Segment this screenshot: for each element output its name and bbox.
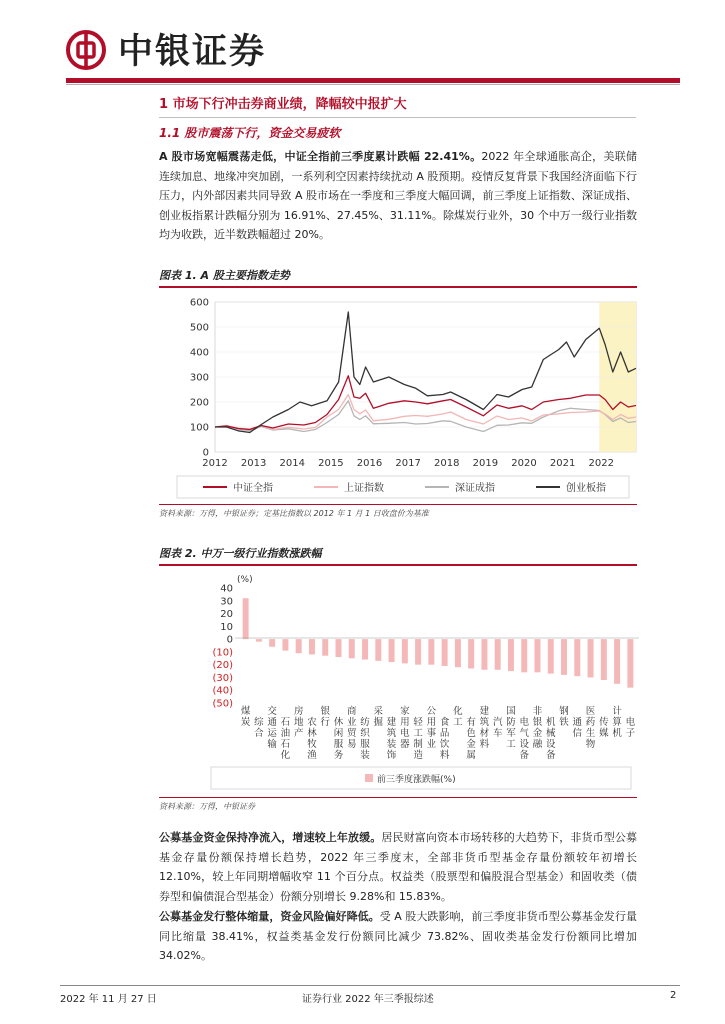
bar — [362, 639, 368, 659]
paragraph-fund-issuance-lead: 公募基金发行整体缩量，资金风险偏好降低。 — [159, 910, 380, 923]
figure1-source: 资料来源：万得，中银证券；定基比指数以 2012 年 1 月 1 日收盘价为基准 — [159, 509, 429, 518]
figure1-source-rule — [159, 504, 637, 505]
bar — [336, 639, 342, 657]
bar — [601, 639, 607, 680]
x-tick-label: 2015 — [318, 458, 344, 469]
category-label: 通信 — [572, 717, 583, 739]
bar — [309, 639, 315, 654]
x-tick-label: 2021 — [549, 458, 576, 469]
section-heading: 1 市场下行冲击券商业绩，降幅较中报扩大 — [159, 97, 407, 112]
subsection-heading: 1.1 股市震荡下行，资金交易疲软 — [159, 126, 341, 140]
category-label: 纺织服装 — [360, 717, 370, 761]
category-label: 综合 — [254, 717, 264, 739]
category-label: 电子 — [625, 717, 636, 739]
category-label: 传媒 — [599, 717, 609, 739]
bar — [535, 639, 541, 672]
bar — [322, 639, 328, 656]
legend-label: 中证全指 — [233, 483, 273, 494]
footer-report-title: 证券行业 2022 年三季报综述 — [302, 994, 434, 1005]
page-number: 2 — [670, 990, 677, 1001]
category-label: 计算机 — [612, 706, 622, 739]
figure2-title: 图表 2. 中万一级行业指数涨跌幅 — [159, 547, 322, 560]
bar — [508, 639, 514, 671]
y-tick-label: (10) — [212, 647, 233, 659]
legend-label: 上证指数 — [344, 483, 384, 494]
brand-name: 中银证券 — [118, 31, 267, 72]
bar — [256, 639, 262, 642]
paragraph-fund-inflow — [159, 828, 637, 906]
category-label: 采掘 — [373, 706, 384, 728]
paragraph-fund-inflow-lead: 公募基金资金保持净流入，增速较上年放缓。 — [159, 831, 382, 844]
figure1-title: 图表 1. A 股主要指数走势 — [159, 269, 290, 282]
legend-label: 前三季度涨跌幅(%) — [377, 775, 456, 785]
paragraph-market-lead: A 股市场宽幅震荡走低，中证全指前三季度累计跌幅 22.41%。 — [159, 150, 482, 163]
y-tick-label: 40 — [220, 583, 233, 595]
x-tick-label: 2014 — [279, 458, 305, 469]
bar — [481, 639, 487, 670]
paragraph-fund-inflow-body: 居民财富向资本市场转移的大趋势下，非货币型公募基金存量份额保持增长趋势，2022 年三季度末，全部非货币型基金存量份额较年初增长 12.10%，较上年同期增幅收窄 11 个百分点。权益类（股票型和偏股混合型基金）和固收类（债券型和偏债混合型基金）份额分别增长 9.28%和 15.83%。 — [159, 831, 638, 903]
bar — [614, 639, 620, 684]
category-label: 休闲服务 — [333, 717, 344, 761]
page-header — [0, 0, 725, 90]
bar — [627, 639, 633, 688]
category-label: 商业贸易 — [347, 706, 357, 750]
y-tick-label: 0 — [226, 634, 233, 646]
bank-of-china-logo-icon — [66, 30, 106, 70]
category-label: 钢铁 — [559, 706, 569, 728]
footer-date: 2022 年 11 月 27 日 — [60, 994, 157, 1005]
paragraph-market-body: 2022 年全球通胀高企，美联储连续加息、地缘冲突加剧，一系列利空因素持续扰动 A 股预期。疫情反复背景下我国经济面临下行压力，内外部因素共同导致 A 股市场在一季度和三季度大幅回调，前三季度上证指数、深证成指、创业板指累计跌幅分别为 16.91%、27.45%、31.11%。除煤炭行业外，30 个中万一级行业指数均为收跌，近半数跌幅超过 20%。 — [159, 150, 637, 241]
category-label: 农林牧渔 — [307, 717, 317, 761]
category-label: 银行 — [320, 706, 330, 728]
y-tick-label: (50) — [212, 698, 233, 710]
category-label: 建筑装饰 — [386, 717, 397, 761]
x-tick-label: 2013 — [240, 458, 267, 469]
legend-swatch — [365, 774, 373, 782]
bar — [428, 639, 434, 665]
bar — [415, 639, 421, 665]
y-tick-label: 100 — [189, 422, 209, 434]
y-tick-label: 500 — [189, 322, 209, 334]
bar — [243, 598, 249, 639]
bar — [588, 639, 594, 677]
figure1-title-rule — [159, 286, 637, 288]
y-tick-label: 10 — [220, 621, 233, 633]
y-tick-label: 600 — [189, 297, 209, 309]
category-label: 国防军工 — [506, 706, 516, 750]
category-label: 建筑材料 — [479, 706, 490, 750]
y-tick-label: 400 — [189, 347, 209, 359]
bar — [548, 639, 554, 674]
x-tick-label: 2020 — [511, 458, 537, 469]
bar — [495, 639, 501, 670]
x-tick-label: 2022 — [588, 458, 614, 469]
bar — [561, 639, 567, 675]
header-grey-rule — [66, 84, 680, 85]
y-tick-label: 30 — [220, 596, 233, 608]
header-red-rule — [66, 78, 680, 83]
bar — [574, 639, 580, 676]
y-tick-label: 300 — [189, 372, 209, 384]
y-tick-label: (40) — [212, 685, 233, 697]
bar — [468, 639, 474, 668]
bar — [389, 639, 395, 662]
category-label: 轻工制造 — [413, 717, 423, 761]
series-line-0 — [215, 376, 636, 430]
x-tick-label: 2018 — [434, 458, 460, 469]
bar — [521, 639, 527, 672]
paragraph-fund-issuance-body: 受 A 股大跌影响，前三季度非货币型公募基金发行量同比缩量 38.41%，权益类基金发行份额同比减少 73.82%、固收类基金发行份额同比增加 34.02%。 — [159, 910, 637, 962]
category-label: 机械设备 — [546, 717, 556, 761]
y-tick-label: (20) — [212, 660, 233, 672]
paragraph-fund-issuance — [159, 907, 637, 966]
industry-change-chart — [159, 566, 639, 794]
index-trend-chart — [159, 290, 639, 502]
category-label: 煤炭 — [240, 706, 251, 728]
bar — [455, 639, 461, 667]
category-label: 有色金属 — [466, 717, 476, 761]
x-tick-label: 2012 — [202, 458, 228, 469]
section-heading-rule — [159, 117, 636, 118]
bar — [375, 639, 381, 661]
legend-label: 深证成指 — [455, 483, 495, 494]
category-label: 家用电器 — [400, 706, 410, 750]
x-tick-label: 2019 — [472, 458, 499, 469]
category-label: 交通运输 — [267, 706, 277, 750]
series-line-3 — [215, 312, 636, 433]
x-tick-label: 2016 — [356, 458, 383, 469]
category-label: 电气设备 — [519, 717, 529, 761]
y-tick-label: 20 — [220, 609, 233, 621]
bar — [269, 639, 275, 647]
bar — [349, 639, 355, 658]
category-label: 汽车 — [492, 717, 503, 739]
category-label: 公用事业 — [426, 706, 437, 750]
figure2-source-rule — [159, 797, 637, 798]
category-label: 石油石化 — [280, 717, 291, 761]
x-tick-label: 2017 — [395, 458, 421, 469]
y-tick-label: 0 — [202, 447, 209, 459]
footer-rule — [60, 985, 680, 986]
category-label: 医药生物 — [585, 706, 596, 750]
bar — [282, 639, 288, 651]
bar — [296, 639, 302, 653]
legend-label: 创业板指 — [566, 483, 606, 494]
category-label: 化工 — [453, 706, 463, 728]
figure2-source: 资料来源：万得，中银证券 — [159, 802, 255, 811]
series-line-1 — [215, 395, 636, 430]
bar — [442, 639, 448, 666]
category-label: 非银金融 — [532, 706, 543, 750]
y-unit-label: (%) — [237, 575, 253, 585]
y-tick-label: (30) — [212, 672, 233, 684]
paragraph-market — [159, 147, 637, 245]
y-tick-label: 200 — [189, 397, 209, 409]
category-label: 房地产 — [293, 706, 304, 739]
bar — [402, 639, 408, 663]
category-label: 食品饮料 — [439, 717, 450, 761]
